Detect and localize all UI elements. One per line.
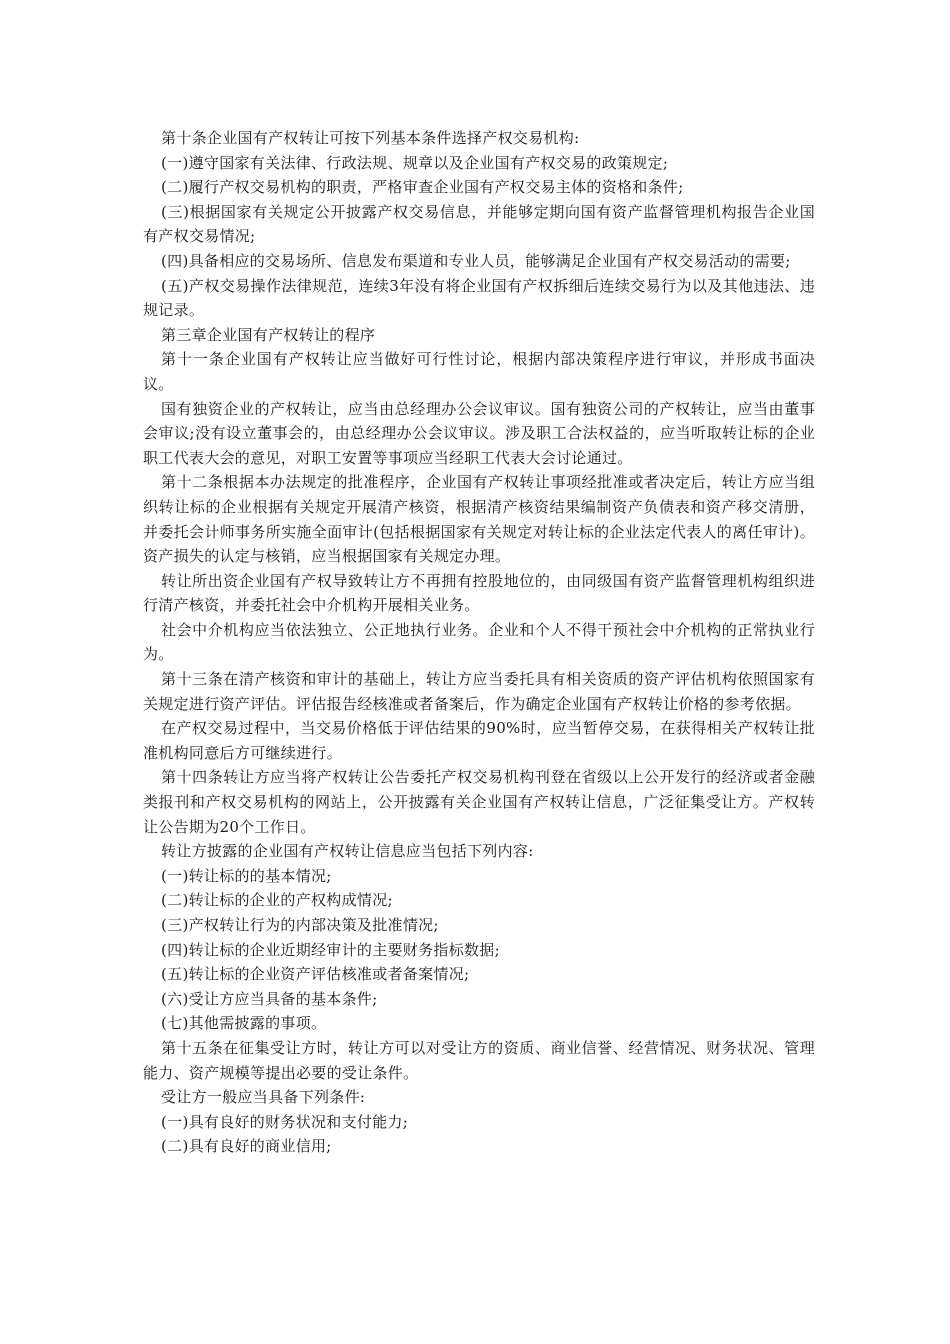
paragraph: 第十二条根据本办法规定的批准程序，企业国有产权转让事项经批准或者决定后，转让方应当组织转让标的企业根据有关规定开展清产核资，根据清产核资结果编制资产负债表和资产移交清册，并委托会计师事务所实施全面审计(包括根据国家有关规定对转让标的企业法定代表人的离任审计)。资产损失的认定与核销，应当根据国家有关规定办理。 — [143, 473, 815, 566]
paragraph: (二)具有良好的商业信用; — [161, 1137, 332, 1156]
paragraph: (六)受让方应当具备的基本条件; — [161, 989, 378, 1008]
chapter-heading: 第三章企业国有产权转让的程序 — [161, 325, 376, 344]
paragraph: 社会中介机构应当依法独立、公正地执行业务。企业和个人不得干预社会中介机构的正常执业行为。 — [143, 620, 815, 664]
paragraph: (四)转让标的企业近期经审计的主要财务指标数据; — [161, 940, 500, 959]
paragraph: 第十四条转让方应当将产权转让公告委托产权交易机构刊登在省级以上公开发行的经济或者金融类报刊和产权交易机构的网站上，公开披露有关企业国有产权转让信息，广泛征集受让方。产权转让公告期为20个工作日。 — [143, 768, 815, 836]
paragraph: 转让方披露的企业国有产权转让信息应当包括下列内容: — [161, 842, 534, 861]
paragraph: 在产权交易过程中，当交易价格低于评估结果的90%时，应当暂停交易，在获得相关产权转让批准机构同意后方可继续进行。 — [143, 719, 815, 762]
paragraph: (三)根据国家有关规定公开披露产权交易信息，并能够定期向国有资产监督管理机构报告企业国有产权交易情况; — [143, 202, 815, 246]
paragraph: 国有独资企业的产权转让，应当由总经理办公会议审议。国有独资公司的产权转让，应当由董事会审议;没有设立董事会的，由总经理办公会议审议。涉及职工合法权益的，应当听取转让标的企业职工代表大会的意见，对职工安置等事项应当经职工代表大会讨论通过。 — [143, 399, 815, 467]
paragraph: (一)转让标的的基本情况; — [161, 866, 332, 885]
paragraph: (二)履行产权交易机构的职责，严格审查企业国有产权交易主体的资格和条件; — [161, 178, 684, 197]
paragraph: (四)具备相应的交易场所、信息发布渠道和专业人员，能够满足企业国有产权交易活动的需要; — [161, 251, 791, 270]
paragraph: 转让所出资企业国有产权导致转让方不再拥有控股地位的，由同级国有资产监督管理机构组织进行清产核资，并委托社会中介机构开展相关业务。 — [143, 571, 815, 615]
paragraph: (七)其他需披露的事项。 — [161, 1014, 327, 1033]
paragraph: 第十条企业国有产权转让可按下列基本条件选择产权交易机构: — [161, 129, 580, 147]
paragraph: 第十三条在清产核资和审计的基础上，转让方应当委托具有相关资质的资产评估机构依照国家有关规定进行资产评估。评估报告经核准或者备案后，作为确定企业国有产权转让价格的参考依据。 — [143, 670, 815, 713]
paragraph: (一)遵守国家有关法律、行政法规、规章以及企业国有产权交易的政策规定; — [161, 153, 669, 172]
paragraph: (五)转让标的企业资产评估核准或者备案情况; — [161, 965, 470, 984]
paragraph: 第十一条企业国有产权转让应当做好可行性讨论，根据内部决策程序进行审议，并形成书面决议。 — [143, 350, 815, 393]
paragraph: (三)产权转让行为的内部决策及批准情况; — [161, 916, 439, 934]
document-body — [143, 126, 815, 1159]
paragraph: (二)转让标的企业的产权构成情况; — [161, 891, 393, 910]
paragraph: (五)产权交易操作法律规范，连续3年没有将企业国有产权拆细后连续交易行为以及其他违法、违规记录。 — [143, 276, 815, 320]
paragraph: 第十五条在征集受让方时，转让方可以对受让方的资质、商业信誉、经营情况、财务状况、管理能力、资产规模等提出必要的受让条件。 — [143, 1038, 815, 1082]
paragraph: (一)具有良好的财务状况和支付能力; — [161, 1112, 409, 1131]
paragraph: 受让方一般应当具备下列条件: — [161, 1088, 366, 1107]
